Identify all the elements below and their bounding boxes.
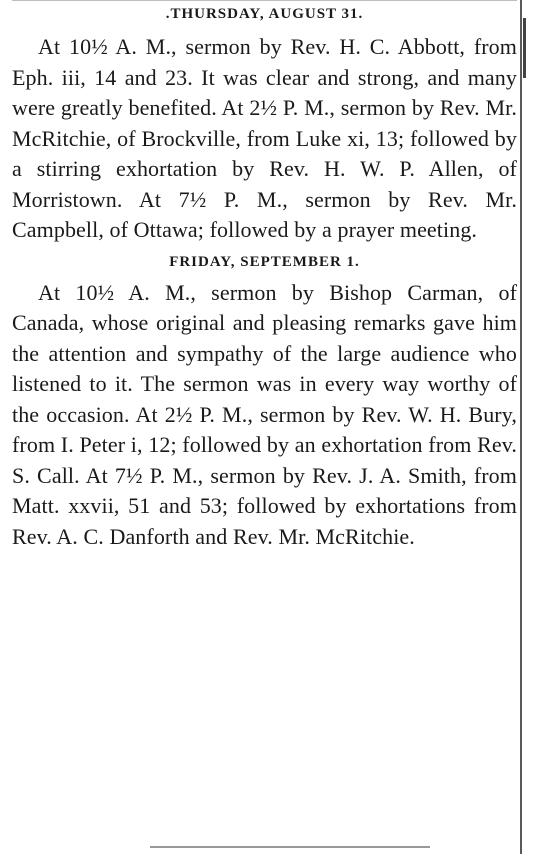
- adjacent-column-edge: [523, 18, 536, 78]
- section-paragraph-thursday: At 10½ A. M., sermon by Rev. H. C. Abbott, from Eph. iii, 14 and 23. It was clear and strong, and many were greatly benefited. At 2½ P. M., sermon by Rev. Mr. McRitchie, of Brockville, from Luke xi, 13; followed by a stirring exhortation by Rev. H. W. P. Allen, of Morristown. At 7½ P. M., sermon by Rev. Mr. Campbell, of Ottawa; followed by a prayer meeting.: [12, 34, 517, 242]
- section-paragraph-friday: At 10½ A. M., sermon by Bishop Carman, of Canada, whose original and pleasing remarks gave him the attention and sympathy of the large audience who listened to it. The sermon was in every way worthy of the occasion. At 2½ P. M., sermon by Rev. W. H. Bury, from I. Peter i, 12; followed by an exhortation from Rev. S. Call. At 7½ P. M., sermon by Rev. J. A. Smith, from Matt. xxvii, 51 and 53; followed by exhortations from Rev. A. C. Danforth and Rev. Mr. McRitchie.: [12, 279, 517, 549]
- column-rule: [520, 0, 522, 854]
- section-heading-thursday: .THURSDAY, AUGUST 31.: [165, 6, 364, 22]
- section-heading-friday: FRIDAY, SEPTEMBER 1.: [169, 253, 360, 270]
- article-column: [12, 0, 517, 552]
- bottom-edge-bleed: [150, 846, 430, 856]
